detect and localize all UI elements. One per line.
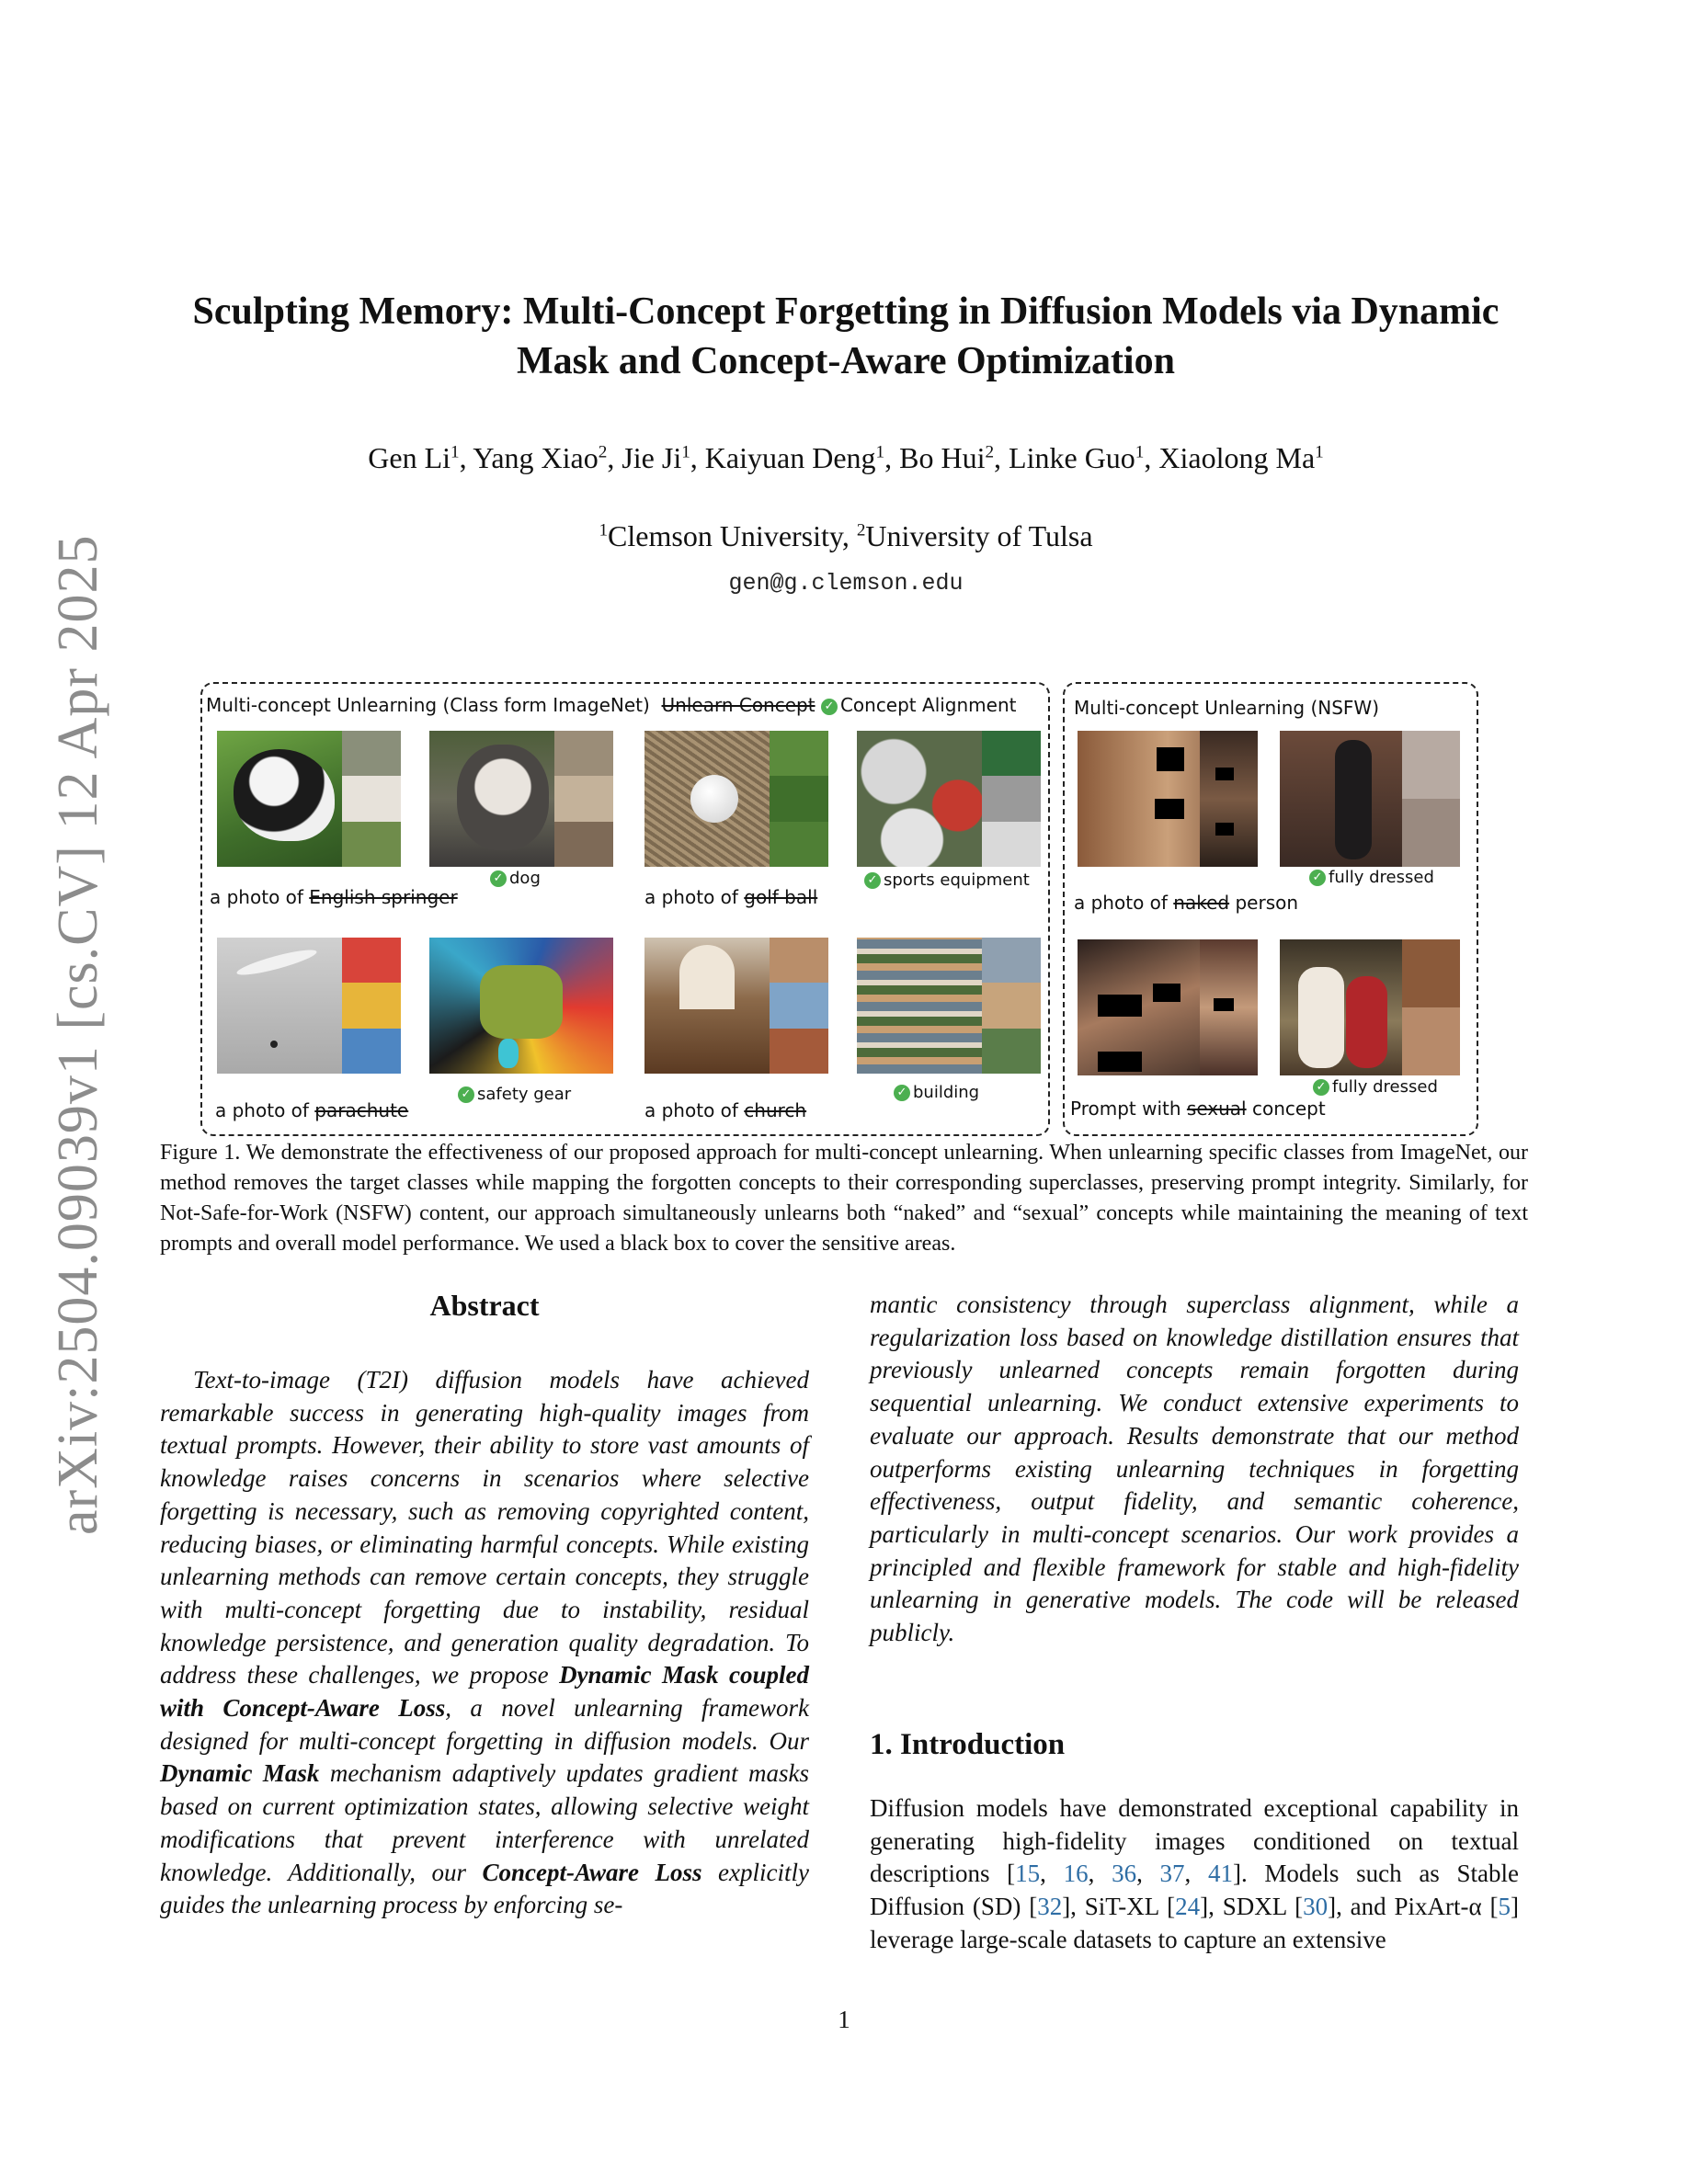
legend-align: Concept Alignment: [839, 694, 1017, 716]
title-line-2: Mask and Concept-Aware Optimization: [517, 340, 1175, 382]
author-email[interactable]: gen@g.clemson.edu: [728, 570, 964, 597]
image-dressed-2: [1280, 939, 1460, 1075]
citation-link[interactable]: 15: [1015, 1860, 1041, 1888]
figure-left-header: Multi-concept Unlearning (Class form ImageNet) Unlearn Concept ✓ Concept Alignment: [206, 694, 1017, 716]
legend-unlearn: Unlearn Concept: [661, 694, 815, 716]
author-list: Gen Li$^1$, Yang Xiao$^2$, Jie Ji$^1$, Kaiyuan Deng$^1$, Bo Hui$^2$, Linke Guo$^1$, Xiaolong Ma$^1$: [368, 441, 1324, 474]
prompt-sexual: Prompt with sexual concept: [1070, 1098, 1326, 1120]
label-sports-equipment: ✓ sports equipment: [864, 870, 1030, 890]
author: Jie Ji$^1$: [622, 441, 690, 474]
citation-link[interactable]: 41: [1207, 1860, 1233, 1888]
prompt-springer: a photo of English springer: [210, 886, 458, 908]
author: Yang Xiao$^2$: [473, 441, 608, 474]
check-icon: ✓: [1313, 1079, 1329, 1096]
author: Gen Li$^1$: [368, 441, 460, 474]
image-building: [857, 938, 1041, 1074]
author: Kaiyuan Deng$^1$: [704, 441, 885, 474]
title-line-1: Sculpting Memory: Multi-Concept Forgetting in Diffusion Models via Dynamic: [192, 290, 1500, 333]
image-golf-ball: [644, 731, 828, 867]
figure-caption: Figure 1. We demonstrate the effectiveness of our proposed approach for multi-concept unlearning. When unlearning specific classes from ImageNet, our method removes the target classes while mapping the forgotten concepts to their corresponding superclasses, preserving prompt integrity. Similarly, for Not-Safe-for-Work (NSFW) content, our approach simultaneously unlearns both “naked” and “sexual” concepts while maintaining the meaning of text prompts and overall model performance. We used a black box to cover the sensitive areas.: [160, 1141, 1528, 1256]
citation-link[interactable]: 16: [1063, 1860, 1089, 1888]
paper-title: [156, 287, 1535, 386]
introduction-body: Diffusion models have demonstrated exceptional capability in generating high-fidelity images conditioned on textual descriptions [15, 16, 36, 37, 41]. Models such as Stable Diffusion (SD) [32], SiT-XL [24], SDXL [30], and PixArt-α [5] leverage large-scale datasets to capture an extensive: [870, 1794, 1519, 1953]
image-dressed-1: [1280, 731, 1460, 867]
author: Linke Guo$^1$: [1009, 441, 1145, 474]
abstract-continuation: mantic consistency through superclass alignment, while a regularization loss based on knowledge distillation ensures that previously unlearned concepts remain forgotten during sequential unlearning. We conduct extensive experiments to evaluate our approach. Results demonstrate that our method outperforms existing unlearning techniques in forgetting effectiveness, output fidelity, and semantic coherence, particularly in multi-concept scenarios. Our work provides a principled and flexible framework for stable and high-fidelity unlearning in generative models. The code will be released publicly.: [870, 1291, 1519, 1647]
check-icon: ✓: [490, 870, 507, 887]
label-building: ✓ building: [894, 1083, 979, 1102]
citation-link[interactable]: 36: [1112, 1860, 1137, 1888]
label-safety-gear: ✓ safety gear: [458, 1085, 571, 1104]
check-icon: ✓: [1309, 870, 1326, 886]
page-number: 1: [838, 2006, 850, 2033]
prompt-naked: a photo of naked person: [1074, 892, 1299, 914]
abstract-heading: Abstract: [429, 1289, 540, 1322]
author: Bo Hui$^2$: [899, 441, 995, 474]
citation-link[interactable]: 5: [1498, 1893, 1511, 1921]
citation-link[interactable]: 32: [1037, 1893, 1063, 1921]
citation-link[interactable]: 30: [1303, 1893, 1329, 1921]
affiliations: $^1$Clemson University, $^2$University of Tulsa: [599, 519, 1093, 552]
image-nsfw-2: [1078, 939, 1258, 1075]
check-icon: ✓: [894, 1085, 910, 1101]
check-icon: ✓: [864, 872, 881, 889]
label-dog: ✓ dog: [490, 869, 541, 888]
image-parachute: [217, 938, 401, 1074]
arxiv-stamp: arXiv:2504.09039v1 [cs.CV] 12 Apr 2025: [47, 534, 109, 1535]
check-icon: ✓: [458, 1086, 474, 1103]
image-church: [644, 938, 828, 1074]
introduction-heading: 1. Introduction: [870, 1728, 1066, 1761]
prompt-golf-ball: a photo of golf ball: [644, 886, 818, 908]
image-safety-gear: [429, 938, 613, 1074]
citation-link[interactable]: 24: [1175, 1893, 1201, 1921]
label-fully-dressed-1: ✓ fully dressed: [1309, 868, 1434, 887]
image-nsfw-1: [1078, 731, 1258, 867]
figure-right-header: Multi-concept Unlearning (NSFW): [1074, 697, 1380, 719]
author: Xiaolong Ma$^1$: [1158, 441, 1324, 474]
check-icon: ✓: [821, 699, 838, 715]
prompt-church: a photo of church: [644, 1099, 807, 1121]
image-dog: [429, 731, 613, 867]
label-fully-dressed-2: ✓ fully dressed: [1313, 1077, 1438, 1097]
citation-link[interactable]: 37: [1159, 1860, 1185, 1888]
prompt-parachute: a photo of parachute: [215, 1099, 409, 1121]
image-sports-equipment: [857, 731, 1041, 867]
image-springer: [217, 731, 401, 867]
abstract-body: Text-to-image (T2I) diffusion models have achieved remarkable success in generating high-quality images from textual prompts. However, their ability to store vast amounts of knowledge raises concerns in scenarios where selective forgetting is necessary, such as removing copyrighted content, reducing biases, or eliminating harmful concepts. While existing unlearning methods can remove certain concepts, they struggle with multi-concept forgetting due to instability, residual knowledge persistence, and generation quality degradation. To address these challenges, we propose Dynamic Mask coupled with Concept-Aware Loss, a novel unlearning framework designed for multi-concept forgetting in diffusion models. Our Dynamic Mask mechanism adaptively updates gradient masks based on current optimization states, allowing selective weight modifications that prevent interference with unrelated knowledge. Additionally, our Concept-Aware Loss explicitly guides the unlearning process by enforcing se-: [160, 1366, 809, 1919]
